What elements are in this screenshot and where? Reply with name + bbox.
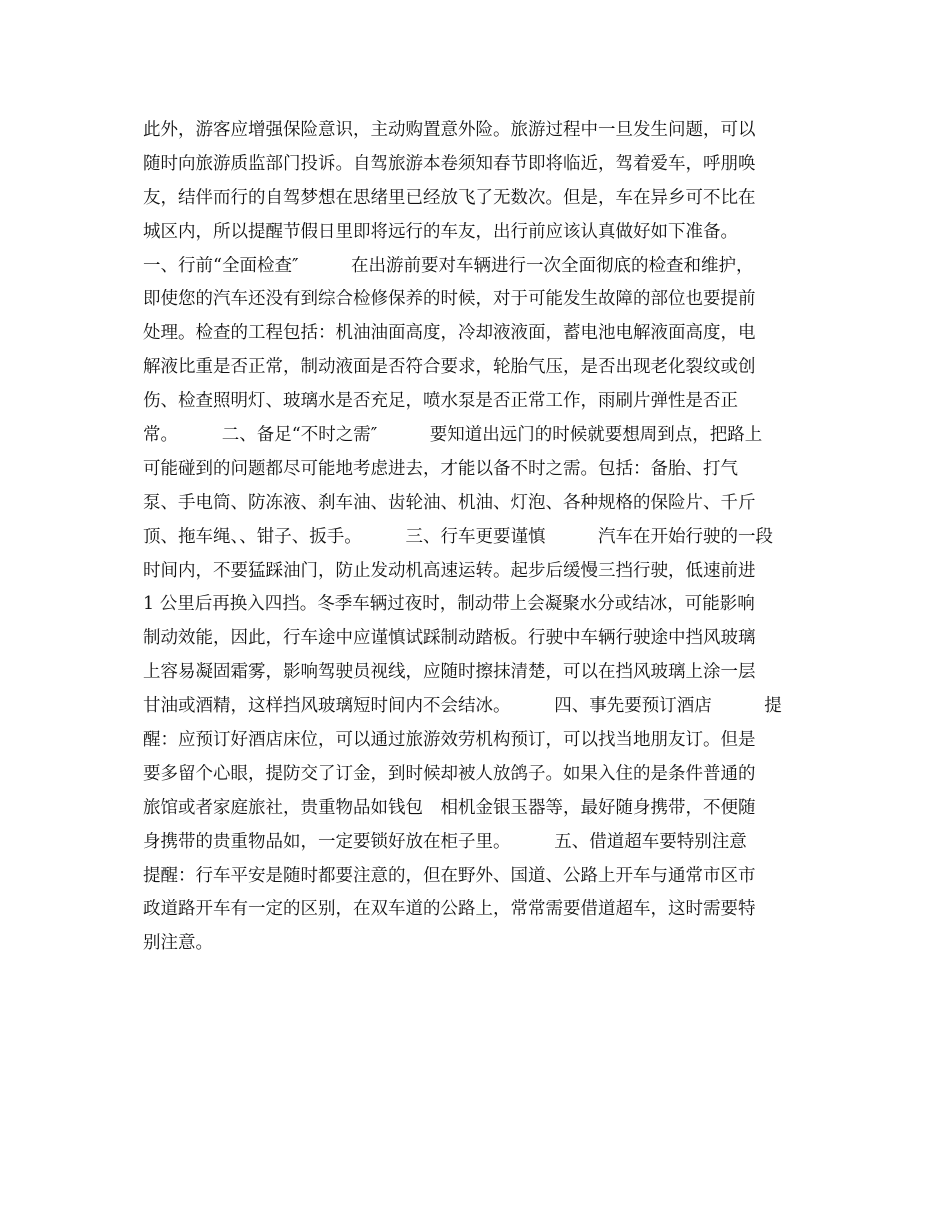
- text-line: 要多留个心眼，提防交了订金，到时候却被人放鸽子。如果入住的是条件普通的: [143, 763, 756, 784]
- text-line: 泵、手电筒、防冻液、刹车油、齿轮油、机油、灯泡、各种规格的保险片、千斤: [143, 492, 756, 513]
- text-line: 政道路开车有一定的区别，在双车道的公路上，常常需要借道超车，这时需要特: [143, 899, 756, 920]
- text-line: 解液比重是否正常，制动液面是否符合要求，轮胎气压，是否出现老化裂纹或创: [143, 357, 756, 378]
- text-line: 即使您的汽车还没有到综合检修保养的时候，对于可能发生故障的部位也要提前: [143, 289, 756, 310]
- text-line: 友，结伴而行的自驾梦想在思绪里已经放飞了无数次。但是，车在异乡可不比在: [143, 187, 756, 208]
- text-line: 可能碰到的问题都尽可能地考虑进去，才能以备不时之需。包括：备胎、打气: [143, 458, 738, 479]
- text-line: 制动效能，因此，行车途中应谨慎试踩制动踏板。行驶中车辆行驶途中挡风玻璃: [143, 628, 756, 649]
- text-line: 甘油或酒精，这样挡风玻璃短时间内不会结冰。 四、事先要预订酒店 提: [143, 696, 782, 717]
- text-line: 城区内，所以提醒节假日里即将远行的车友，出行前应该认真做好如下准备。: [143, 221, 738, 242]
- text-line: 随时向旅游质监部门投诉。自驾旅游本卷须知春节即将临近，驾着爱车，呼朋唤: [143, 153, 756, 174]
- body-text: [143, 114, 813, 961]
- text-line: 顶、拖车绳、、钳子、扳手。 三、行车更要谨慎 汽车在开始行驶的一段: [143, 526, 773, 547]
- text-line: 身携带的贵重物品如，一定要锁好放在柜子里。 五、借道超车要特别注意: [143, 831, 747, 852]
- text-line: 伤、检查照明灯、玻璃水是否充足，喷水泵是否正常工作，雨刷片弹性是否正: [143, 391, 738, 412]
- text-line: 时间内，不要猛踩油门，防止发动机高速运转。起步后缓慢三挡行驶，低速前进: [143, 560, 756, 581]
- text-line: 提醒：行车平安是随时都要注意的，但在野外、国道、公路上开车与通常市区市: [143, 865, 756, 886]
- text-line: 醒：应预订好酒店床位，可以通过旅游效劳机构预订，可以找当地朋友订。但是: [143, 730, 756, 751]
- text-line: 一、行前“全面检查″ 在出游前要对车辆进行一次全面彻底的检查和维护，: [143, 255, 754, 276]
- text-line: 旅馆或者家庭旅社，贵重物品如钱包 相机金银玉器等，最好随身携带，不便随: [143, 797, 756, 818]
- text-line: 1 公里后再换入四挡。冬季车辆过夜时，制动带上会凝聚水分或结冰，可能影响: [143, 594, 755, 615]
- text-line: 常。 二、备足“不时之需″ 要知道出远门的时候就要想周到点，把路上: [143, 425, 763, 446]
- text-line: 此外，游客应增强保险意识，主动购置意外险。旅游过程中一旦发生问题，可以: [143, 120, 756, 140]
- text-line: 上容易凝固霜雾，影响驾驶员视线，应随时擦抹清楚，可以在挡风玻璃上涂一层: [143, 662, 756, 683]
- text-line: 别注意。: [143, 933, 213, 954]
- text-line: 处理。检查的工程包括：机油油面高度，冷却液液面，蓄电池电解液面高度，电: [143, 323, 756, 344]
